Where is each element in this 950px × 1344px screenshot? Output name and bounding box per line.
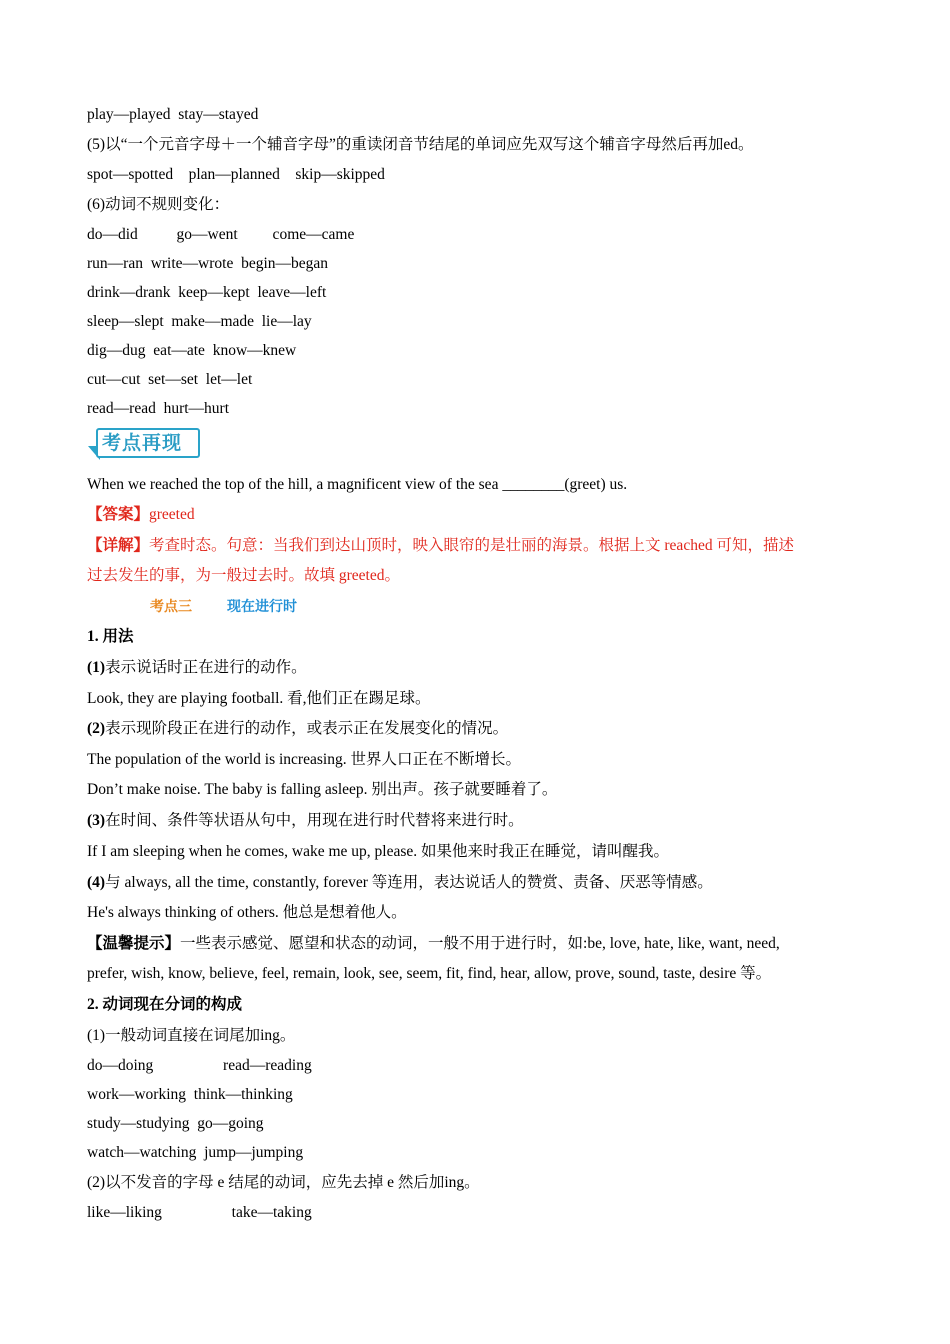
example-line: run—ran write—wrote begin—began [87, 255, 329, 272]
participle-example: do—doing read—reading [87, 1057, 312, 1074]
usage-heading: 1. 用法 [87, 628, 134, 645]
explain-line-2: 过去发生的事，为一般过去时。故填 greeted。 [87, 567, 400, 584]
rule-line: (6)动词不规则变化： [87, 196, 230, 213]
point-number: (2) [87, 720, 106, 737]
example-line: cut—cut set—set let—let [87, 371, 253, 388]
section-title: 现在进行时 [227, 599, 297, 615]
point-text: 表示说话时正在进行的动作。 [105, 659, 307, 676]
usage-point [87, 811, 524, 831]
tip-text: 一些表示感觉、愿望和状态的动词，一般不用于进行时，如:be, love, hate, like, want, need, [180, 935, 780, 952]
tip-line [87, 934, 780, 954]
example-line: play—played stay—stayed [87, 106, 259, 123]
exercise-question: When we reached the top of the hill, a magnificent view of the sea ________(greet) us. [87, 476, 628, 493]
point-number: (3) [87, 812, 106, 829]
usage-example: He's always thinking of others. 他总是想着他人。 [87, 904, 407, 921]
explain-text: 考查时态。句意：当我们到达山顶时，映入眼帘的是壮丽的海景。根据上文 reached 可知，描述 [149, 537, 794, 554]
participle-example: work—working think—thinking [87, 1086, 293, 1103]
usage-example: If I am sleeping when he comes, wake me up, please. 如果他来时我正在睡觉，请叫醒我。 [87, 843, 669, 860]
point-text: 表示现阶段正在进行的动作，或表示正在发展变化的情况。 [105, 720, 509, 737]
section-number: 考点三 [150, 599, 192, 615]
example-line: drink—drank keep—kept leave—left [87, 284, 327, 301]
exam-recap-badge [88, 426, 202, 462]
participle-example: study—studying go—going [87, 1115, 264, 1132]
answer-text: greeted [149, 506, 195, 523]
usage-point [87, 658, 307, 678]
usage-point [87, 719, 508, 739]
example-line: read—read hurt—hurt [87, 400, 230, 417]
participle-rule: (2)以不发音的字母 e 结尾的动词，应先去掉 e 然后加ing。 [87, 1174, 480, 1191]
example-line: sleep—slept make—made lie—lay [87, 313, 312, 330]
participle-rule: (1)一般动词直接在词尾加ing。 [87, 1027, 296, 1044]
tip-line-2: prefer, wish, know, believe, feel, remain, look, see, seem, fit, find, hear, allow, prove, sound, taste, desire 等。 [87, 965, 772, 982]
usage-example: Look, they are playing football. 看,他们正在踢足球。 [87, 690, 431, 707]
participle-example: like—liking take—taking [87, 1204, 312, 1221]
explain-tag: 【详解】 [87, 537, 150, 554]
usage-example: Don’t make noise. The baby is falling asleep. 别出声。孩子就要睡着了。 [87, 781, 558, 798]
usage-point [87, 873, 713, 893]
badge-label: 考点再现 [102, 432, 183, 454]
answer-line [87, 505, 195, 525]
rule-line: (5)以“一个元音字母＋一个辅音字母”的重读闭音节结尾的单词应先双写这个辅音字母然后再加ed。 [87, 136, 754, 153]
usage-example: The population of the world is increasing. 世界人口正在不断增长。 [87, 751, 521, 768]
point-text: 在时间、条件等状语从句中，用现在进行时代替将来进行时。 [105, 812, 524, 829]
answer-tag: 【答案】 [87, 506, 150, 523]
explain-line [87, 536, 794, 556]
example-line: dig—dug eat—ate know—knew [87, 342, 297, 359]
participle-example: watch—watching jump—jumping [87, 1144, 304, 1161]
point-number: (1) [87, 659, 106, 676]
example-line: do—did go—went come—came [87, 226, 355, 243]
point-text: 与 always, all the time, constantly, forever 等连用，表达说话人的赞赏、责备、厌恶等情感。 [105, 874, 713, 891]
example-line: spot—spotted plan—planned skip—skipped [87, 166, 385, 183]
tip-tag: 【温馨提示】 [87, 935, 181, 952]
point-number: (4) [87, 874, 106, 891]
participle-heading: 2. 动词现在分词的构成 [87, 996, 243, 1013]
